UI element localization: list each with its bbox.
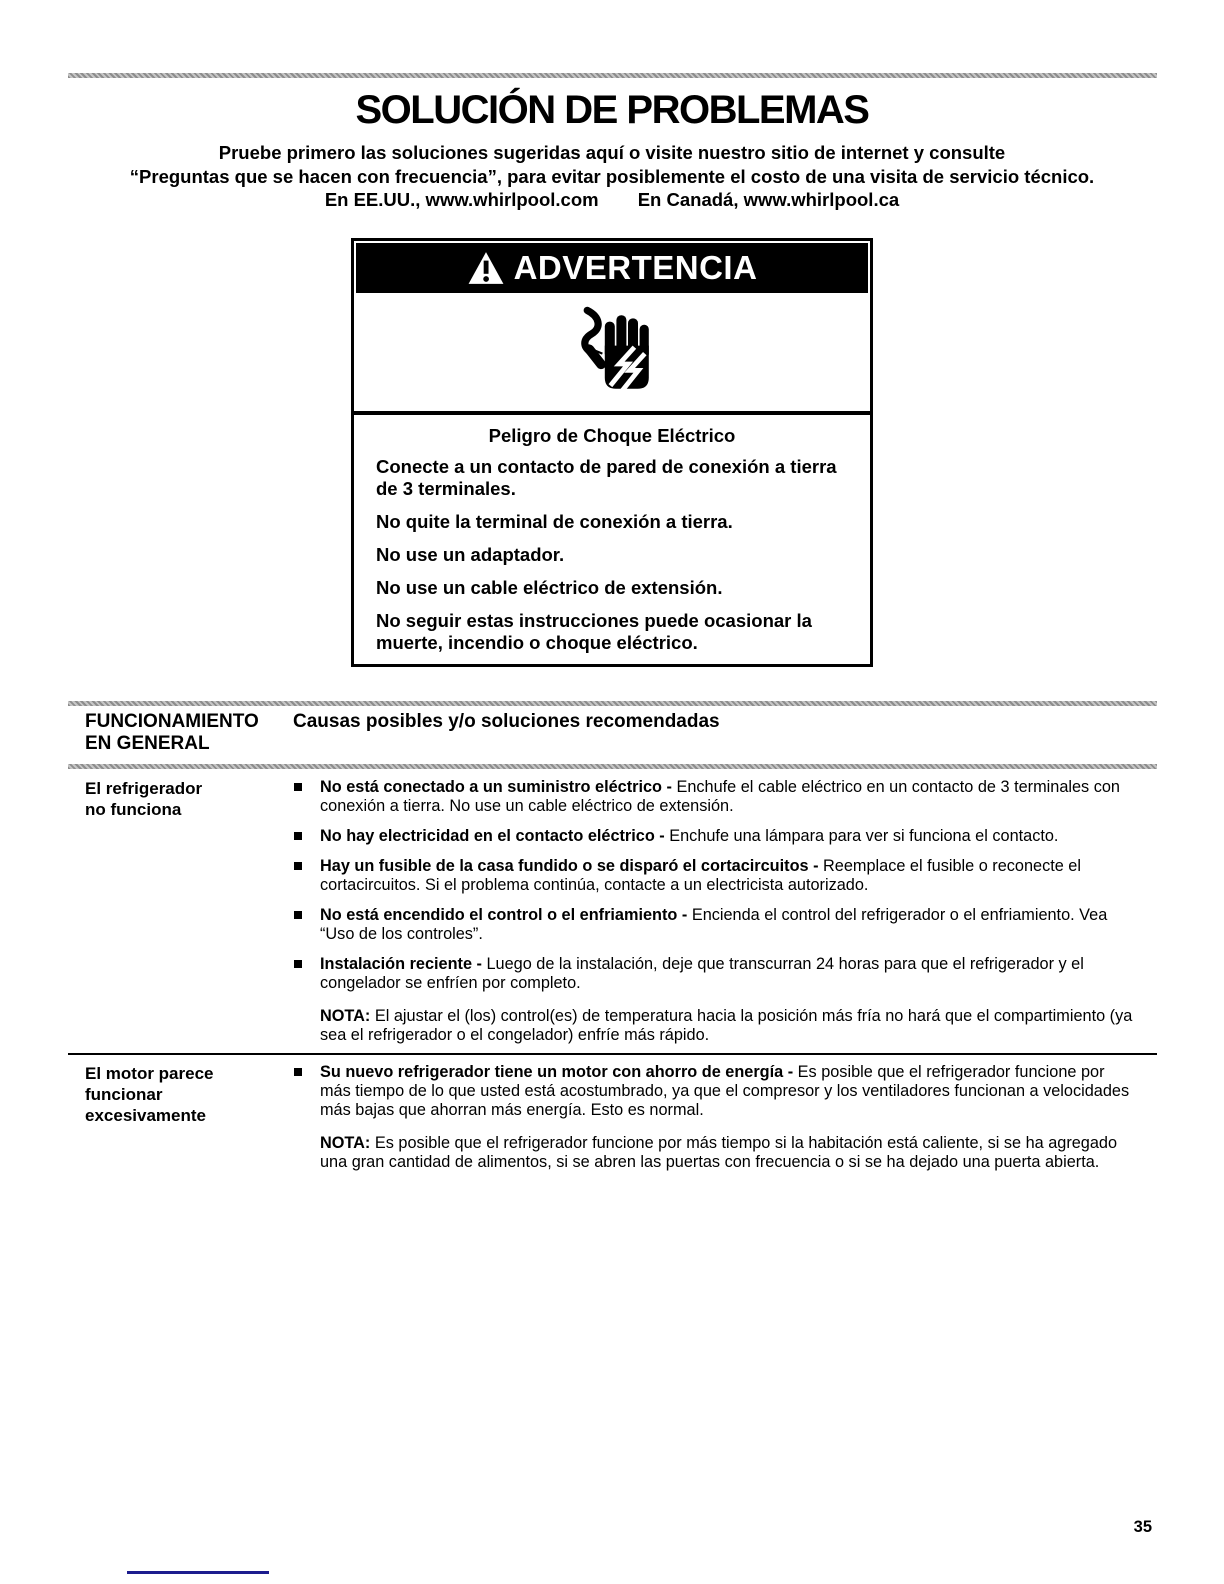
bullet-square-icon xyxy=(294,911,302,919)
cause-text: Enchufe una lámpara para ver si funciona el contacto. xyxy=(669,826,1059,845)
table-row xyxy=(68,769,1157,1045)
problem-line: El refrigerador xyxy=(85,778,203,798)
cause-text: Es posible que el refrigerador funcione por más tiempo de lo que usted está acostumbrado, ya que el compresor y los ventiladores funcionan a velocidades más bajas que ahorran más energía. Esto es normal. xyxy=(320,1063,1130,1119)
intro-line-3 xyxy=(0,188,1224,212)
warning-box xyxy=(351,238,873,667)
cause-title: No está conectado a un suministro eléctrico - xyxy=(320,777,672,796)
warning-item: No use un cable eléctrico de extensión. xyxy=(376,576,723,598)
cause-title: No está encendido el control o el enfriamiento - xyxy=(320,905,688,924)
cause-text: Luego de la instalación, deje que transcurran 24 horas para que el refrigerador y el congelador se enfríen por completo. xyxy=(320,954,1084,992)
table-header-problem xyxy=(68,711,293,755)
header-col1-line: FUNCIONAMIENTO xyxy=(85,710,259,732)
problem-line: El motor parece xyxy=(85,1064,214,1083)
bullet-square-icon xyxy=(294,960,302,968)
cause-text: Reemplace el fusible o reconecte el cortacircuitos. Si el problema continúa, contacte a un electricista autorizado. xyxy=(320,856,1081,894)
header-col1-line: EN GENERAL xyxy=(85,732,210,754)
note-label: NOTA: xyxy=(320,1006,371,1025)
warning-item: No quite la terminal de conexión a tierra. xyxy=(376,510,733,532)
warning-header xyxy=(356,243,868,293)
warning-item: No seguir estas instrucciones puede ocasionar la muerte, incendio o choque eléctrico. xyxy=(376,609,812,653)
note-paragraph xyxy=(320,1134,1133,1172)
page-number: 35 xyxy=(1133,1518,1152,1536)
problem-line: no funciona xyxy=(85,799,182,819)
table-header-causes: Causas posibles y/o soluciones recomendadas xyxy=(293,710,720,732)
problem-line: funcionar xyxy=(85,1085,163,1104)
table-header-row xyxy=(68,706,1157,764)
cause-title: Hay un fusible de la casa fundido o se disparó el cortacircuitos - xyxy=(320,856,819,875)
top-divider xyxy=(68,73,1157,78)
warning-icon-area xyxy=(354,293,870,411)
bullet-square-icon xyxy=(294,1068,302,1076)
note-paragraph xyxy=(320,1007,1133,1045)
cause-text: Enchufe el cable eléctrico en un contacto de 3 terminales con conexión a tierra. No use un cable eléctrico de extensión. xyxy=(320,777,1120,815)
intro-line-1: Pruebe primero las soluciones sugeridas aquí o visite nuestro sitio de internet y consulte xyxy=(218,142,1006,163)
note-text: Es posible que el refrigerador funcione por más tiempo si la habitación está caliente, si se ha agregado una gran cantidad de alimentos, si se abren las puertas con frecuencia o si se ha dejado una puerta abierta. xyxy=(320,1134,1118,1171)
cause-title: Instalación reciente - xyxy=(320,954,482,973)
cause-text: Encienda el control del refrigerador o el enfriamiento. Vea “Uso de los controles”. xyxy=(320,905,1108,943)
warning-item: No use un adaptador. xyxy=(376,543,565,565)
warning-body xyxy=(354,411,870,664)
canada-website-text: En Canadá, www.whirlpool.ca xyxy=(637,189,900,210)
bottom-left-mark xyxy=(127,1571,269,1574)
problem-line: excesivamente xyxy=(85,1106,206,1125)
intro-line-2: “Preguntas que se hacen con frecuencia”, para evitar posiblemente el costo de una visita de servicio técnico. xyxy=(129,165,1095,187)
problem-label xyxy=(68,778,293,1045)
cause-item xyxy=(293,778,1133,816)
note-text: El ajustar el (los) control(es) de temperatura hacia la posición más fría no hará que el compartimiento (ya sea el refrigerador o el congelador) enfríe más rápido. xyxy=(320,1006,1133,1044)
cause-item xyxy=(293,857,1133,895)
bullet-square-icon xyxy=(294,832,302,840)
hazard-title: Peligro de Choque Eléctrico xyxy=(488,424,736,446)
bullet-square-icon xyxy=(294,783,302,791)
intro-paragraph xyxy=(0,141,1224,212)
table-row xyxy=(68,1055,1157,1172)
note-label: NOTA: xyxy=(320,1134,371,1152)
electric-shock-hand-icon xyxy=(560,304,664,400)
cause-title: No hay electricidad en el contacto eléctrico - xyxy=(320,826,665,845)
page-title: SOLUCIÓN DE PROBLEMAS xyxy=(355,88,869,132)
causes-cell xyxy=(293,778,1133,1045)
bullet-square-icon xyxy=(294,862,302,870)
cause-item xyxy=(293,1063,1133,1120)
causes-cell xyxy=(293,1063,1133,1172)
cause-item xyxy=(293,955,1133,993)
cause-item xyxy=(293,827,1133,846)
troubleshooting-table xyxy=(0,701,1224,1173)
warning-triangle-icon xyxy=(467,250,505,286)
problem-label xyxy=(68,1063,293,1172)
warning-header-label: ADVERTENCIA xyxy=(513,248,758,286)
cause-item xyxy=(293,906,1133,944)
warning-item: Conecte a un contacto de pared de conexión a tierra de 3 terminales. xyxy=(376,455,837,499)
cause-title: Su nuevo refrigerador tiene un motor con ahorro de energía - xyxy=(320,1063,794,1081)
us-website-text: En EE.UU., www.whirlpool.com xyxy=(324,189,599,210)
